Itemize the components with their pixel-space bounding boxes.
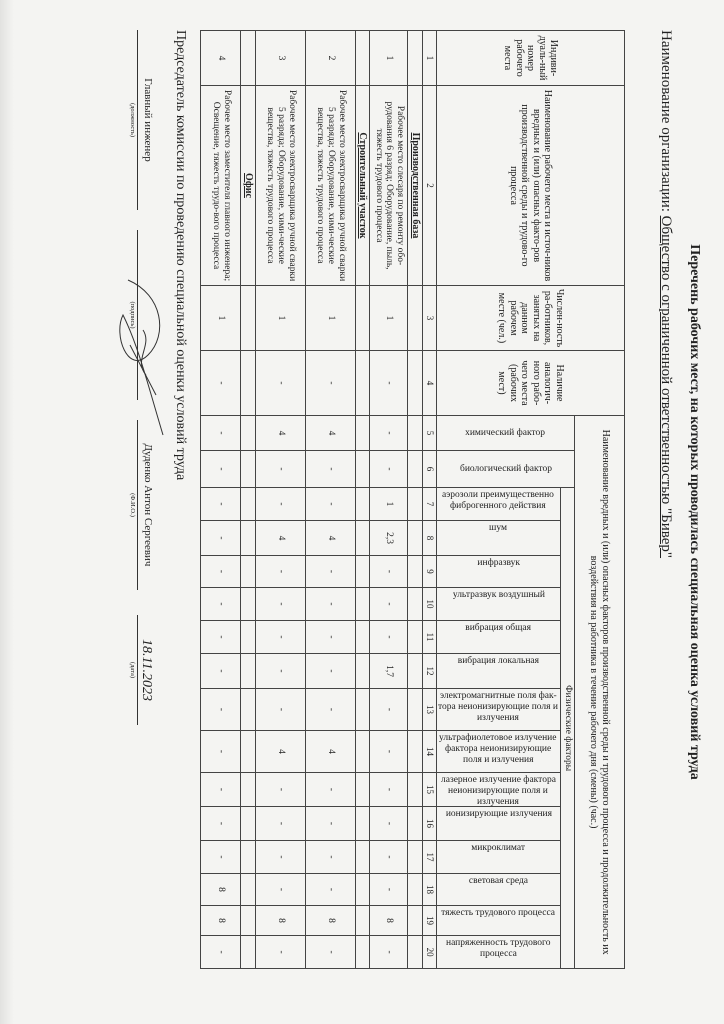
section-empty-cell (241, 588, 256, 621)
section-empty-cell (356, 351, 371, 416)
factor-value-col-7: - (201, 488, 241, 521)
factor-value-col-9: - (306, 556, 356, 588)
factor-value-col-15: - (306, 773, 356, 807)
section-empty-cell (408, 588, 423, 621)
factor-value-col-14: 4 (256, 731, 306, 773)
header-factors-group: Наименование вредных и (или) опасных факторов производственной среды и трудового процесса и продолжительность их воздействия на работника в течение рабочего дня (смены) (час.) (575, 416, 625, 969)
header-factor-9: инфразвук (437, 556, 561, 588)
header-factor-5: химический фактор (437, 416, 575, 451)
factor-value-col-9: - (370, 556, 408, 588)
section-title: Производственная база (408, 86, 423, 286)
section-empty-cell (241, 773, 256, 807)
factor-value-col-6: - (256, 451, 306, 488)
factor-value-col-14: - (370, 731, 408, 773)
worker-count: 1 (370, 286, 408, 351)
column-number: 2 (423, 86, 437, 286)
workplace-number: 3 (256, 31, 306, 86)
section-empty-cell (408, 689, 423, 731)
section-empty-cell (356, 451, 371, 488)
section-empty-cell (241, 621, 256, 654)
section-empty-cell (408, 731, 423, 773)
workplaces-table (201, 30, 626, 969)
factor-value-col-14: - (201, 731, 241, 773)
column-number: 9 (423, 556, 437, 588)
section-empty-cell (408, 451, 423, 488)
table-row (370, 31, 408, 969)
factor-value-col-16: - (201, 807, 241, 841)
factor-value-col-20: - (306, 936, 356, 969)
factor-value-col-6: - (370, 451, 408, 488)
section-empty-cell (356, 773, 371, 807)
column-number: 12 (423, 654, 437, 689)
section-empty-cell (241, 488, 256, 521)
factor-value-col-10: - (256, 588, 306, 621)
factor-value-col-5: - (370, 416, 408, 451)
section-empty-cell (356, 841, 371, 874)
section-empty-cell (241, 521, 256, 556)
factor-value-col-8: 4 (256, 521, 306, 556)
column-number: 16 (423, 807, 437, 841)
section-empty-cell (356, 488, 371, 521)
section-empty-cell (241, 351, 256, 416)
section-row (408, 31, 423, 969)
factor-value-col-20: - (256, 936, 306, 969)
section-empty-cell (408, 416, 423, 451)
section-empty-cell (241, 936, 256, 969)
section-row (356, 31, 371, 969)
factor-value-col-5: - (201, 416, 241, 451)
factor-value-col-5: 4 (306, 416, 356, 451)
header-factor-16: ионизирующие излучения (437, 807, 561, 841)
factor-value-col-9: - (256, 556, 306, 588)
column-number: 4 (423, 351, 437, 416)
column-number: 1 (423, 31, 437, 86)
column-number: 17 (423, 841, 437, 874)
column-number: 18 (423, 874, 437, 906)
header-factor-10: ультразвук воздушный (437, 588, 561, 621)
factor-value-col-12: 1,7 (370, 654, 408, 689)
factor-value-col-18: - (256, 874, 306, 906)
position-caption: (должность) (129, 102, 136, 138)
factor-value-col-17: - (201, 841, 241, 874)
factor-value-col-20: - (370, 936, 408, 969)
column-number: 7 (423, 488, 437, 521)
column-number: 20 (423, 936, 437, 969)
workplace-name: Рабочее место электросварщика ручной сварки 5 разряда; Оборудование, хими-ческие вещества, тяжесть трудового процесса (306, 86, 356, 286)
analog-places: - (370, 351, 408, 416)
factor-value-col-15: - (370, 773, 408, 807)
factor-value-col-10: - (201, 588, 241, 621)
section-empty-cell (356, 556, 371, 588)
section-empty-cell (241, 654, 256, 689)
workplace-number: 2 (306, 31, 356, 86)
section-empty-cell (241, 451, 256, 488)
section-empty-cell (241, 689, 256, 731)
organization-line (657, 30, 674, 558)
section-empty-cell (356, 731, 371, 773)
factor-value-col-14: 4 (306, 731, 356, 773)
factor-value-col-17: - (370, 841, 408, 874)
factor-value-col-11: - (201, 621, 241, 654)
factor-value-col-16: - (306, 807, 356, 841)
header-factor-14: ультрафиолетовое излучение фактора неионизирующие поля и излучения (437, 731, 561, 773)
header-physical-group: Физические факторы (561, 488, 575, 969)
header-factor-8: шум (437, 521, 561, 556)
section-empty-cell (408, 773, 423, 807)
section-empty-cell (356, 286, 371, 351)
header-factor-20: напряженность трудового процесса (437, 936, 561, 969)
header-factor-6: биологический фактор (437, 451, 575, 488)
column-number: 13 (423, 689, 437, 731)
section-empty-cell (356, 874, 371, 906)
factor-value-col-6: - (201, 451, 241, 488)
factor-value-col-5: 4 (256, 416, 306, 451)
section-empty-cell (241, 731, 256, 773)
section-empty-cell (408, 621, 423, 654)
worker-count: 1 (256, 286, 306, 351)
section-empty-cell (356, 588, 371, 621)
factor-value-col-17: - (306, 841, 356, 874)
factor-value-col-18: 8 (201, 874, 241, 906)
factor-value-col-11: - (306, 621, 356, 654)
section-empty-cell (356, 31, 371, 86)
section-empty-cell (408, 556, 423, 588)
factor-value-col-7: - (256, 488, 306, 521)
column-number: 14 (423, 731, 437, 773)
section-empty-cell (356, 416, 371, 451)
date-value: 18.11.2023 (137, 615, 154, 725)
workplace-name: Рабочее место заместителя главного инженера; Освещение, тяжесть трудо-вого процесса (201, 86, 241, 286)
table-row (306, 31, 356, 969)
header-factor-19: тяжесть трудового процесса (437, 906, 561, 936)
date-caption: (дата) (129, 661, 136, 679)
organization-name: Общество с ограниченной ответственностью "Бивер" (658, 215, 674, 559)
section-empty-cell (408, 521, 423, 556)
organization-label: Наименование организации: (658, 30, 674, 212)
fio-value: Дуденко Антон Сергеевич (137, 420, 154, 590)
fio-caption: (Ф.И.О.) (129, 493, 136, 517)
section-empty-cell (408, 488, 423, 521)
header-factor-18: световая среда (437, 874, 561, 906)
signature-caption: (подпись) (129, 301, 136, 329)
section-empty-cell (408, 654, 423, 689)
section-empty-cell (356, 807, 371, 841)
column-number: 6 (423, 451, 437, 488)
header-workplace-number: Индиви-дуаль-ный номер рабочего места (437, 31, 625, 86)
header-factor-15: лазерное излучение фактора неионизирующие поля и излучения (437, 773, 561, 807)
table-row (201, 31, 241, 969)
analog-places: - (306, 351, 356, 416)
table-row (256, 31, 306, 969)
section-empty-cell (408, 31, 423, 86)
section-empty-cell (408, 841, 423, 874)
section-empty-cell (408, 351, 423, 416)
factor-value-col-17: - (256, 841, 306, 874)
factor-value-col-9: - (201, 556, 241, 588)
column-number: 5 (423, 416, 437, 451)
section-empty-cell (356, 621, 371, 654)
section-empty-cell (356, 936, 371, 969)
factor-value-col-13: - (201, 689, 241, 731)
section-title: Офис (241, 86, 256, 286)
factor-value-col-8: 4 (306, 521, 356, 556)
factor-value-col-11: - (370, 621, 408, 654)
column-number: 11 (423, 621, 437, 654)
factor-value-col-15: - (256, 773, 306, 807)
column-number: 8 (423, 521, 437, 556)
factor-value-col-8: - (201, 521, 241, 556)
factor-value-col-13: - (256, 689, 306, 731)
factor-value-col-18: - (306, 874, 356, 906)
factor-value-col-10: - (306, 588, 356, 621)
factor-value-col-19: 8 (256, 906, 306, 936)
factor-value-col-12: - (306, 654, 356, 689)
header-factor-12: вибрация локальная (437, 654, 561, 689)
section-empty-cell (241, 286, 256, 351)
header-worker-count: Числен-ность ра-ботников, занятых на данном рабочем месте (чел.) (437, 286, 625, 351)
workplace-number: 1 (370, 31, 408, 86)
document-title: Перечень рабочих мест, на которых проводилась специальная оценка условий труда (687, 244, 702, 780)
factor-value-col-12: - (256, 654, 306, 689)
section-empty-cell (241, 556, 256, 588)
factor-value-col-8: 2,3 (370, 521, 408, 556)
header-analog-places: Наличие аналогич-ного рабо-чего места (рабочих мест) (437, 351, 625, 416)
section-empty-cell (241, 31, 256, 86)
section-empty-cell (408, 286, 423, 351)
worker-count: 1 (201, 286, 241, 351)
factor-value-col-15: - (201, 773, 241, 807)
column-number: 19 (423, 906, 437, 936)
factor-value-col-19: 8 (370, 906, 408, 936)
worker-count: 1 (306, 286, 356, 351)
section-empty-cell (241, 807, 256, 841)
factor-value-col-20: - (201, 936, 241, 969)
column-number: 10 (423, 588, 437, 621)
section-row (241, 31, 256, 969)
factor-value-col-11: - (256, 621, 306, 654)
header-factor-13: электромагнитные поля фак-тора неионизирующие поля и излучения (437, 689, 561, 731)
analog-places: - (201, 351, 241, 416)
workplace-name: Рабочее место электросварщика ручной сварки 5 разряда; Оборудование, хими-ческие вещества, тяжесть трудового процесса (256, 86, 306, 286)
column-number: 15 (423, 773, 437, 807)
factor-value-col-6: - (306, 451, 356, 488)
factor-value-col-7: 1 (370, 488, 408, 521)
section-empty-cell (408, 906, 423, 936)
column-number: 3 (423, 286, 437, 351)
section-empty-cell (356, 906, 371, 936)
section-empty-cell (408, 807, 423, 841)
section-empty-cell (408, 874, 423, 906)
workplace-name: Рабочее место слесаря по ремонту обо-рудования 6 разряд; Оборудование, пыль, тяжесть трудового процесса (370, 86, 408, 286)
header-factor-11: вибрация общая (437, 621, 561, 654)
workplace-number: 4 (201, 31, 241, 86)
section-empty-cell (241, 906, 256, 936)
factor-value-col-19: 8 (306, 906, 356, 936)
section-title: Строительный участок (356, 86, 371, 286)
analog-places: - (256, 351, 306, 416)
factor-value-col-13: - (370, 689, 408, 731)
section-empty-cell (408, 936, 423, 969)
section-empty-cell (356, 689, 371, 731)
section-empty-cell (241, 841, 256, 874)
factor-value-col-16: - (370, 807, 408, 841)
header-factor-17: микроклимат (437, 841, 561, 874)
factor-value-col-12: - (201, 654, 241, 689)
factor-value-col-7: - (306, 488, 356, 521)
header-workplace-name: Наименование рабочего места и источ-ников вредных и (или) опасных факто-ров производственной среды и трудово-го процесса (437, 86, 625, 286)
factor-value-col-16: - (256, 807, 306, 841)
commission-chair-label: Председатель комиссии по проведению специальной оценки условий труда (173, 30, 188, 481)
position-value: Главный инженер (137, 30, 154, 210)
factor-value-col-18: - (370, 874, 408, 906)
section-empty-cell (241, 874, 256, 906)
factor-value-col-13: - (306, 689, 356, 731)
section-empty-cell (356, 521, 371, 556)
factor-value-col-19: 8 (201, 906, 241, 936)
section-empty-cell (241, 416, 256, 451)
factor-value-col-10: - (370, 588, 408, 621)
section-empty-cell (356, 654, 371, 689)
header-factor-7: аэрозоли преимущественно фиброгенного действия (437, 488, 561, 521)
